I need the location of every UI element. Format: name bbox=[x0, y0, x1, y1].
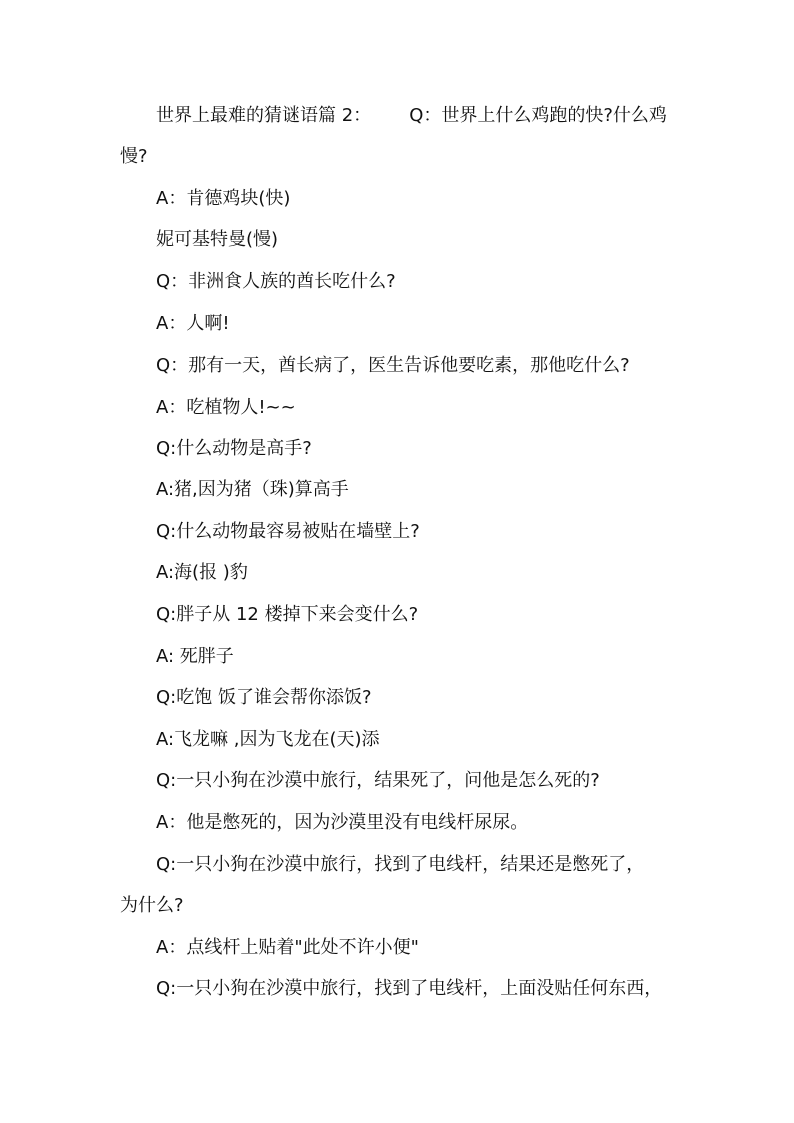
question-line: Q:吃饱 饭了谁会帮你添饭? bbox=[156, 687, 372, 708]
answer-line: A：他是憋死的，因为沙漠里没有电线杆尿尿。 bbox=[156, 812, 529, 833]
question-line: Q：那有一天，酋长病了，医生告诉他要吃素，那他吃什么? bbox=[156, 355, 630, 376]
question-line: Q:什么动物是高手? bbox=[156, 438, 312, 459]
answer-line: A：人啊! bbox=[156, 313, 230, 334]
continuation-line: 慢? bbox=[120, 146, 148, 167]
document-line bbox=[0, 104, 794, 128]
answer-line: A: 死胖子 bbox=[156, 646, 234, 667]
question-line: Q:什么动物最容易被贴在墙壁上? bbox=[156, 521, 420, 542]
question-line: Q：世界上什么鸡跑的快?什么鸡 bbox=[409, 105, 667, 126]
question-line: Q:一只小狗在沙漠中旅行，结果死了，问他是怎么死的? bbox=[156, 770, 600, 791]
answer-line: A：吃植物人!~~ bbox=[156, 397, 296, 418]
answer-line: A:飞龙嘛 ,因为飞龙在(天)添 bbox=[156, 729, 380, 750]
question-line: Q：非洲食人族的酋长吃什么? bbox=[156, 271, 396, 292]
answer-line: A：点线杆上贴着"此处不许小便" bbox=[156, 937, 419, 958]
answer-line: A:猪,因为猪（珠)算高手 bbox=[156, 479, 349, 500]
answer-line: A:海(报 )豹 bbox=[156, 562, 248, 583]
question-line: Q:一只小狗在沙漠中旅行，找到了电线杆，结果还是憋死了， bbox=[156, 854, 645, 875]
section-title: 世界上最难的猜谜语篇 2： bbox=[156, 105, 372, 126]
question-line: Q:一只小狗在沙漠中旅行，找到了电线杆，上面没贴任何东西， bbox=[156, 978, 663, 999]
continuation-line: 为什么? bbox=[120, 895, 184, 916]
answer-line: 妮可基特曼(慢) bbox=[156, 229, 279, 250]
answer-line: A：肯德鸡块(快) bbox=[156, 188, 291, 209]
question-line: Q:胖子从 12 楼掉下来会变什么? bbox=[156, 604, 419, 625]
